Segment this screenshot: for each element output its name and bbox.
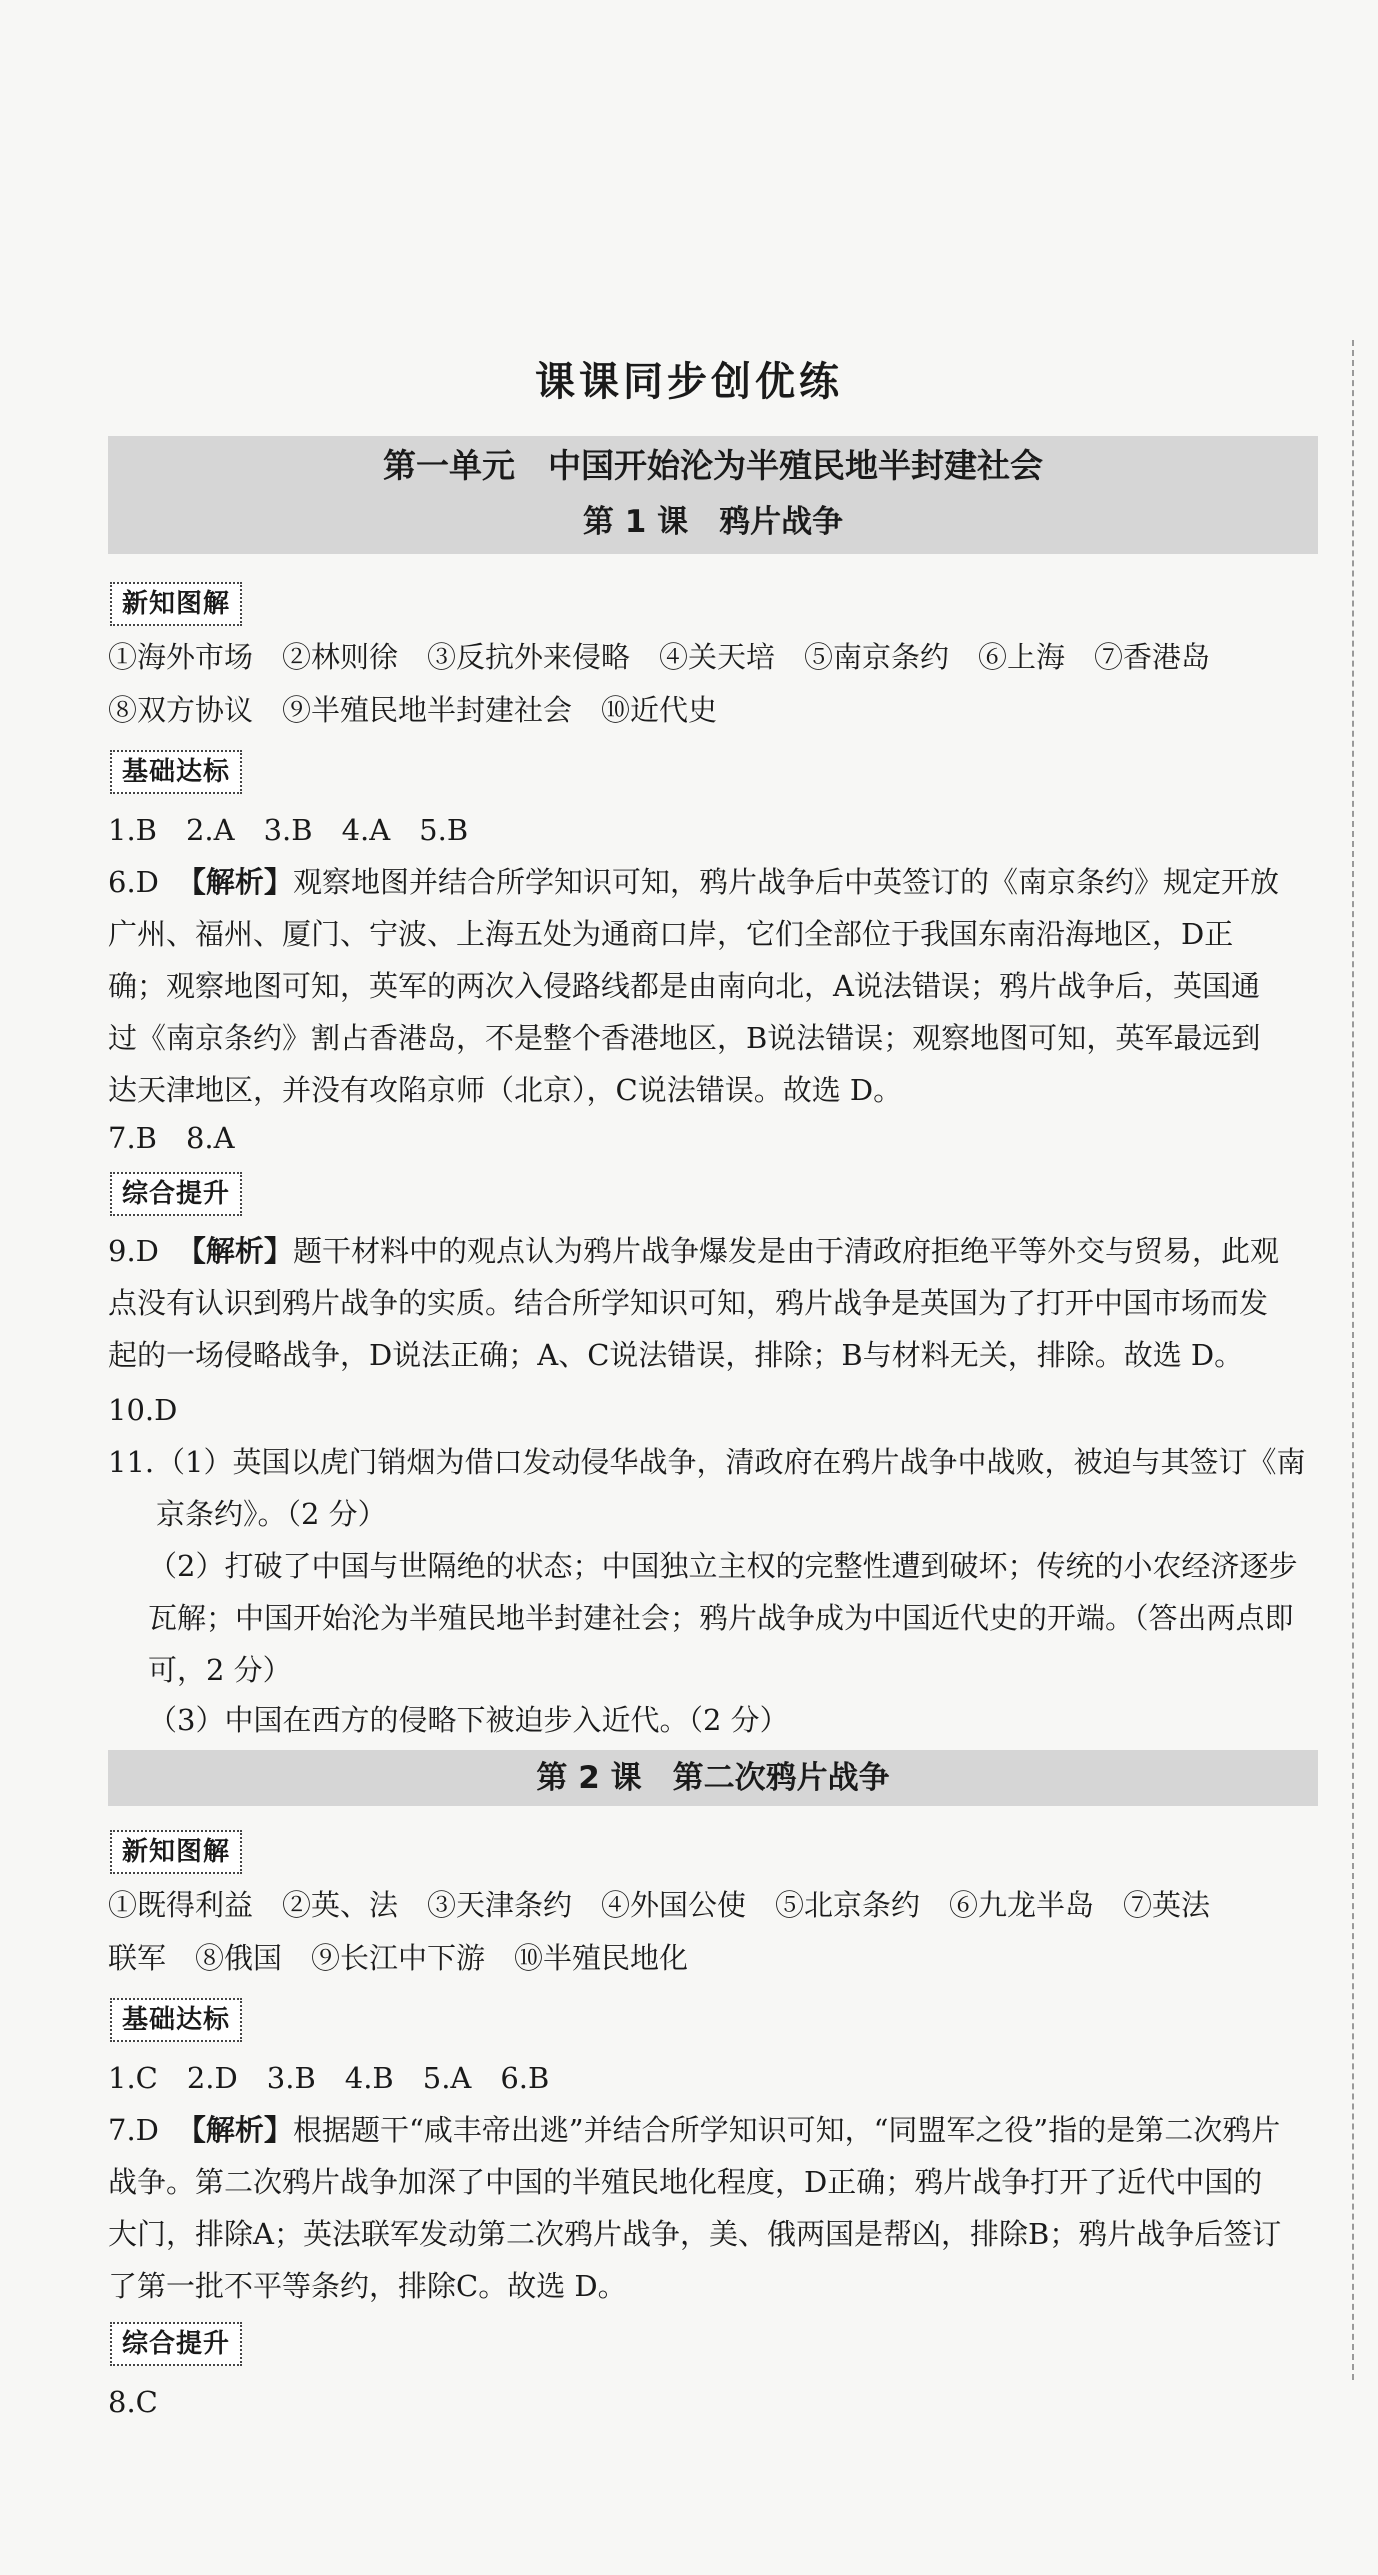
tag-jichu-1: 基础达标 (110, 750, 242, 794)
l2-q7 (108, 2104, 1323, 2314)
l1-q9-num: 9.D (108, 1234, 159, 1268)
lesson1-title: 第 1 课 鸦片战争 (582, 504, 844, 540)
l1-xinzhi-line2: ⑧双方协议 ⑨半殖民地半封建社会 ⑩近代史 (108, 693, 718, 727)
l1-xinzhi-line1: ①海外市场 ②林则徐 ③反抗外来侵略 ④关天培 ⑤南京条约 ⑥上海 ⑦香港岛 (108, 640, 1211, 674)
l1-q9-text: 题干材料中的观点认为鸦片战争爆发是由于清政府拒绝平等外交与贸易，此观点没有认识到鸦片战争的实质。结合所学知识可知，鸦片战争是英国为了打开中国市场而发起的一场侵略战争，D说法正确；A、C说法错误，排除；B与材料无关，排除。故选 D。 (108, 1234, 1279, 1372)
tag-jichu-2: 基础达标 (110, 1998, 242, 2042)
l1-q6-num: 6.D (108, 865, 159, 899)
l2-xinzhi-line1: ①既得利益 ②英、法 ③天津条约 ④外国公使 ⑤北京条约 ⑥九龙半岛 ⑦英法 (108, 1888, 1211, 1922)
unit-banner (108, 436, 1318, 554)
lesson2-title: 第 2 课 第二次鸦片战争 (536, 1760, 890, 1796)
tag-zonghe-1: 综合提升 (110, 1172, 242, 1216)
l1-q6-text: 观察地图并结合所学知识可知，鸦片战争后中英签订的《南京条约》规定开放广州、福州、厦门、宁波、上海五处为通商口岸，它们全部位于我国东南沿海地区，D正确；观察地图可知，英军的两次入侵路线都是由南向北，A说法错误；鸦片战争后，英国通过《南京条约》割占香港岛，不是整个香港地区，B说法错误；观察地图可知，英军最远到达天津地区，并没有攻陷京师（北京），C说法错误。故选 D。 (108, 865, 1279, 1107)
l2-q7-keyword: 【解析】 (176, 2113, 293, 2147)
l2-q7-num: 7.D (108, 2113, 159, 2147)
l1-q10: 10.D (108, 1393, 178, 1427)
l1-q11-num: 11. (108, 1445, 155, 1479)
l1-q11-part2: （2）打破了中国与世隔绝的状态；中国独立主权的完整性遭到破坏；传统的小农经济逐步瓦解；中国开始沦为半殖民地半封建社会；鸦片战争成为中国近代史的开端。（答出两点即可，2 分） (148, 1549, 1298, 1687)
book-title: 课课同步创优练 (535, 359, 843, 405)
l1-jichu-answers: 1.B 2.A 3.B 4.A 5.B (108, 813, 469, 847)
tag-xinzhi-2: 新知图解 (110, 1830, 242, 1874)
l2-jichu-answers: 1.C 2.D 3.B 4.B 5.A 6.B (108, 2061, 550, 2095)
l1-q11-part1: （1）英国以虎门销烟为借口发动侵华战争，清政府在鸦片战争中战败，被迫与其签订《南京条约》。（2 分） (156, 1445, 1306, 1531)
l2-q8: 8.C (108, 2385, 158, 2419)
tag-zonghe-2: 综合提升 (110, 2322, 242, 2366)
l1-q11-part3: （3）中国在西方的侵略下被迫步入近代。（2 分） (148, 1703, 789, 1737)
l2-xinzhi-line2: 联军 ⑧俄国 ⑨长江中下游 ⑩半殖民地化 (108, 1941, 689, 1975)
l1-q6 (108, 856, 1323, 1116)
unit-title: 第一单元 中国开始沦为半殖民地半封建社会 (383, 446, 1043, 485)
tag-xinzhi-1: 新知图解 (110, 582, 242, 626)
l1-q9-keyword: 【解析】 (176, 1234, 293, 1268)
l1-q6-keyword: 【解析】 (176, 865, 293, 899)
margin-dashed-rule (1352, 340, 1354, 2380)
l1-q9 (108, 1225, 1323, 1381)
lesson2-banner (108, 1750, 1318, 1806)
l1-q7-8: 7.B 8.A (108, 1121, 235, 1155)
l2-q7-text: 根据题干“咸丰帝出逃”并结合所学知识可知，“同盟军之役”指的是第二次鸦片战争。第二次鸦片战争加深了中国的半殖民地化程度，D正确；鸦片战争打开了近代中国的大门，排除A；英法联军发动第二次鸦片战争，美、俄两国是帮凶，排除B；鸦片战争后签订了第一批不平等条约，排除C。故选 D。 (108, 2113, 1282, 2303)
